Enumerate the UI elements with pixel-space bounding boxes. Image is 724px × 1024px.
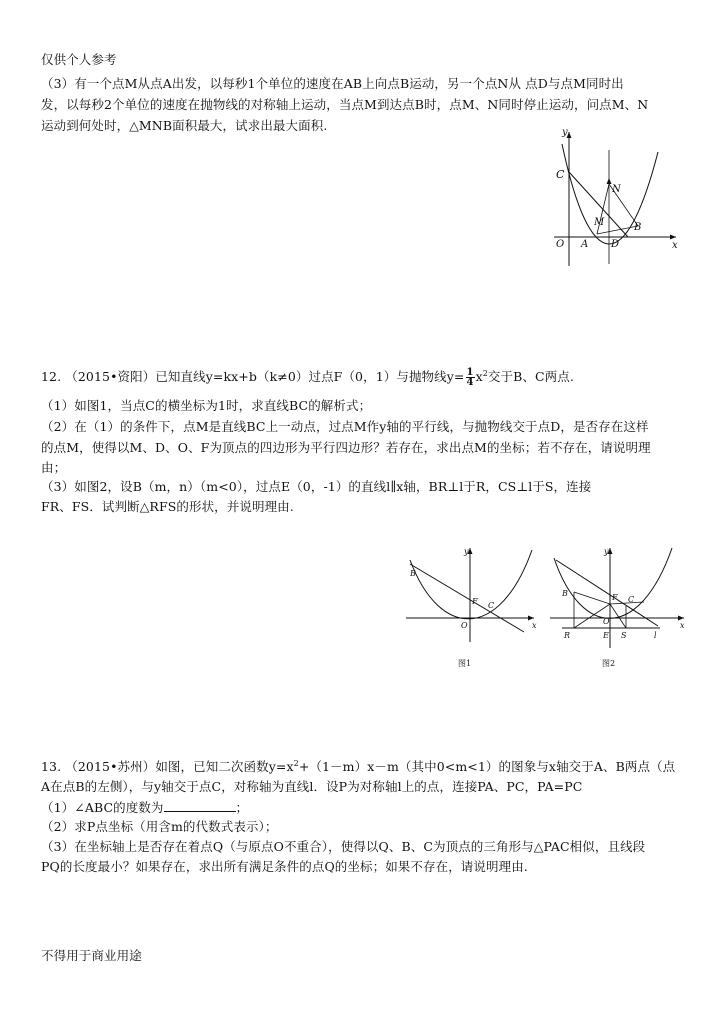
x-axis-arrow [528, 616, 534, 621]
q13-part1-end: ； [235, 800, 249, 815]
q13-stem-after: +（1－m）x－m（其中0<m<1）的图象与x轴交于A、B两点（点 [298, 759, 676, 774]
q13-stem-before: 13. （2015•苏州）如图，已知二次函数y=x [41, 759, 294, 774]
label-e: E [603, 631, 609, 640]
label-y: y [604, 547, 609, 556]
q13-line-1: A在点B的左侧），与y轴交于点C，对称轴为直线l．设P为对称轴l上的点，连接PA、PC，PA=PC [41, 779, 583, 794]
q12-line-6: FR、FS．试判断△RFS的形状，并说明理由. [41, 499, 294, 514]
label-m: M [594, 217, 605, 228]
q13-line-2: （2）求P点坐标（用含m的代数式表示）； [41, 819, 278, 834]
fraction-numerator: 1 [466, 367, 474, 378]
label-c: C [488, 601, 495, 610]
caption-figure-2: 图2 [602, 659, 616, 668]
q11-figure [548, 126, 684, 270]
label-f: F [612, 593, 618, 602]
q12-line-2: （2）在（1）的条件下，点M是直线BC上一动点，过点M作y轴的平行线，与抛物线交于点D，是否存在这样 [41, 419, 649, 434]
q12-stem-before: 12. （2015•资阳）已知直线y=kx+b（k≠0）过点F（0，1）与抛物线y= [41, 369, 465, 384]
label-c: C [628, 595, 635, 604]
label-n: N [612, 184, 621, 195]
label-b: B [634, 222, 642, 233]
page-header: 仅供个人参考 [41, 52, 117, 67]
label-d: D [611, 239, 620, 250]
q13-line-3: （3）在坐标轴上是否存在着点Q（与原点O不重合），使得以Q、B、C为顶点的三角形与△PAC相似，且线段 [41, 839, 646, 854]
q13-stem [41, 759, 675, 775]
q12-exponent: 2 [482, 368, 488, 378]
q13-part1-label: （1）∠ABC的度数为 [41, 800, 164, 815]
q12-stem-after: 交于B、C两点. [487, 369, 574, 384]
label-x: x [532, 621, 537, 630]
q13-exponent: 2 [293, 758, 299, 768]
label-o: O [556, 239, 565, 250]
label-o: O [461, 621, 468, 630]
fraction-denominator: 4 [466, 377, 474, 388]
q13-line-4: PQ的长度最小？如果存在，求出所有满足条件的点Q的坐标；如果不存在，请说明理由. [41, 859, 528, 874]
parabola [562, 144, 658, 244]
q12-line-3: 的点M，使得以M、D、O、F为顶点的四边形为平行四边形？若存在，求出点M的坐标；若不存在，请说明理 [41, 440, 651, 455]
label-c: C [556, 168, 565, 181]
label-o: O [603, 617, 610, 626]
parabola [410, 550, 532, 619]
q12-figure-1 [404, 542, 544, 672]
x-axis-arrow [670, 235, 676, 240]
q12-figure-2 [548, 542, 688, 672]
label-y: y [562, 127, 568, 138]
label-b: B [562, 589, 568, 598]
label-a: A [581, 239, 589, 250]
label-b: B [410, 569, 416, 578]
q12-line-4: 由； [41, 460, 67, 475]
fraction-one-quarter [466, 368, 475, 387]
q11-part3-line-2: 发，以每秒2个单位的速度在抛物线的对称轴上运动，当点M到达点B时，点M、N同时停止运动，问点M、N [41, 97, 649, 112]
x-axis-arrow [678, 616, 684, 621]
q12-variable: x [475, 369, 483, 384]
q12-stem [41, 368, 574, 387]
caption-figure-1: 图1 [458, 659, 472, 668]
q13-part1 [41, 799, 248, 816]
label-l: l [654, 631, 657, 640]
label-x: x [672, 240, 678, 251]
segment-fs [610, 604, 626, 628]
n-arrow [607, 178, 612, 184]
label-f: F [472, 597, 478, 606]
page-footer: 不得用于商业用途 [41, 948, 142, 963]
label-x: x [680, 621, 685, 630]
q11-part3-line-3: 运动到何处时，△MNB面积最大，试求出最大面积. [41, 118, 328, 133]
segment-fc [610, 602, 644, 604]
q11-part3-line-1: （3）有一个点M从点A出发，以每秒1个单位的速度在AB上向点B运动，另一个点N从 点D与点M同时出 [41, 76, 624, 91]
parabola [554, 548, 672, 618]
q12-line-5: （3）如图2，设B（m，n）（m<0），过点E（0，-1）的直线l∥x轴，BR⊥l于R，CS⊥l于S，连接 [41, 479, 592, 494]
q12-line-1: （1）如图1，当点C的横坐标为1时，求直线BC的解析式； [41, 398, 372, 413]
label-s: S [621, 631, 627, 640]
segment-bf [574, 592, 610, 604]
label-y: y [464, 547, 469, 556]
answer-blank[interactable] [164, 799, 236, 812]
label-r: R [564, 631, 571, 640]
